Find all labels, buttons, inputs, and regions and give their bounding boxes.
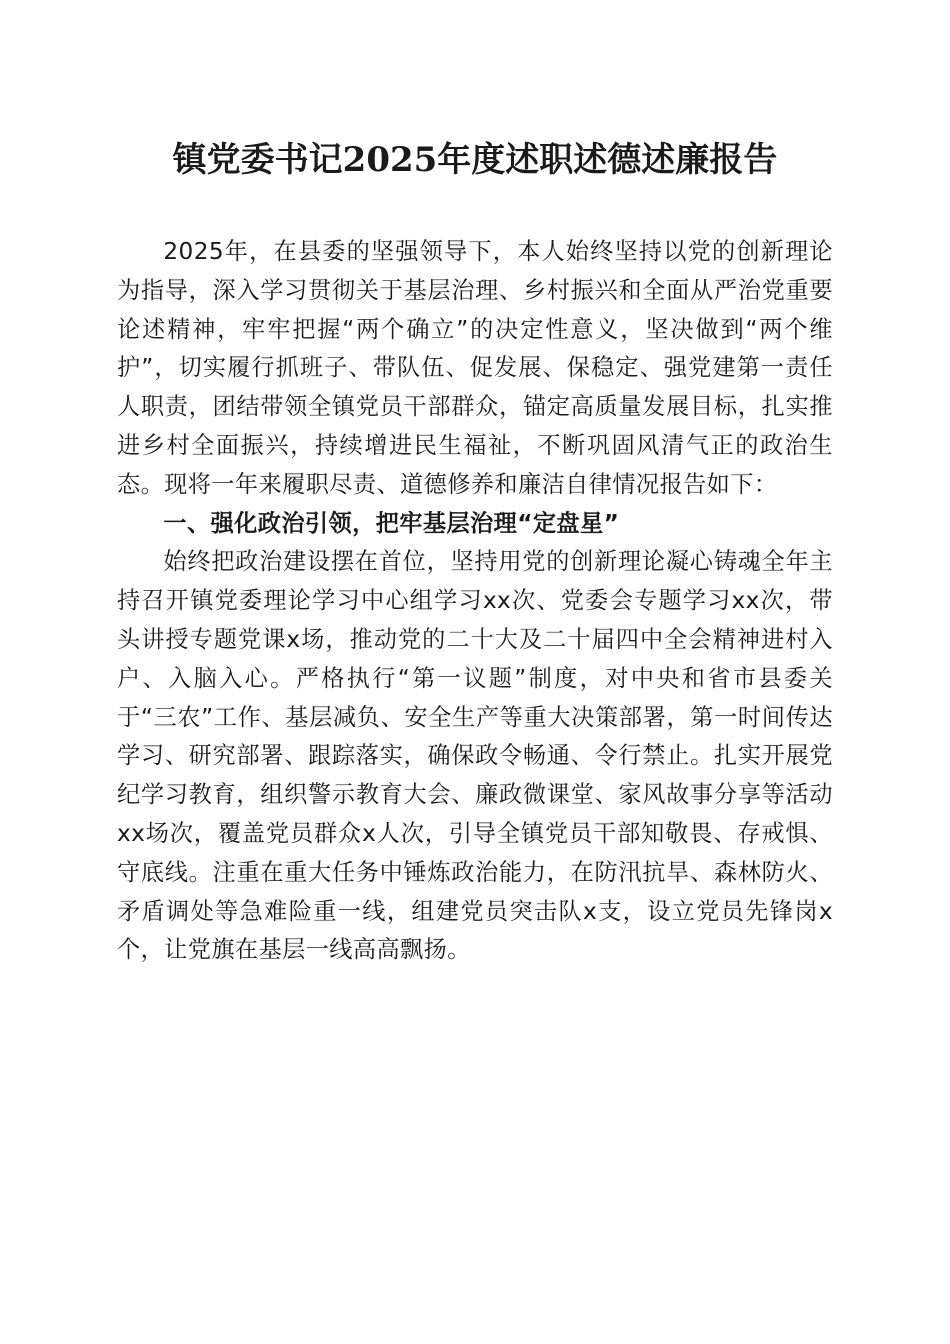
section-1-heading: 一、强化政治引领，把牢基层治理“定盘星” [163, 509, 620, 537]
document-title: 镇党委书记2025年度述职述德述廉报告 [172, 140, 778, 180]
intro-paragraph: 2025年，在县委的坚强领导下，本人始终坚持以党的创新理论为指导，深入学习贯彻关于基层治理、乡村振兴和全面从严治党重要论述精神，牢牢把握“两个确立”的决定性意义，坚决做到“两个维护”，切实履行抓班子、带队伍、促发展、保稳定、强党建第一责任人职责，团结带领全镇党员干部群众，锚定高质量发展目标，扎实推进乡村全面振兴，持续增进民生福祉，不断巩固风清气正的政治生态。现将一年来履职尽责、道德修养和廉洁自律情况报告如下： [117, 238, 833, 498]
section-1-paragraph: 始终把政治建设摆在首位，坚持用党的创新理论凝心铸魂全年主持召开镇党委理论学习中心组学习xx次、党委会专题学习xx次，带头讲授专题党课x场，推动党的二十大及二十届四中全会精神进村入户、入脑入心。严格执行“第一议题”制度，对中央和省市县委关于“三农”工作、基层减负、安全生产等重大决策部署，第一时间传达学习、研究部署、跟踪落实，确保政令畅通、令行禁止。扎实开展党纪学习教育，组织警示教育大会、廉政微课堂、家风故事分享等活动xx场次，覆盖党员群众x人次，引导全镇党员干部知敬畏、存戒惧、守底线。注重在重大任务中锤炼政治能力，在防汛抗旱、森林防火、矛盾调处等急难险重一线，组建党员突击队x支，设立党员先锋岗x个，让党旗在基层一线高高飘扬。 [117, 548, 833, 964]
document-body [117, 233, 833, 970]
